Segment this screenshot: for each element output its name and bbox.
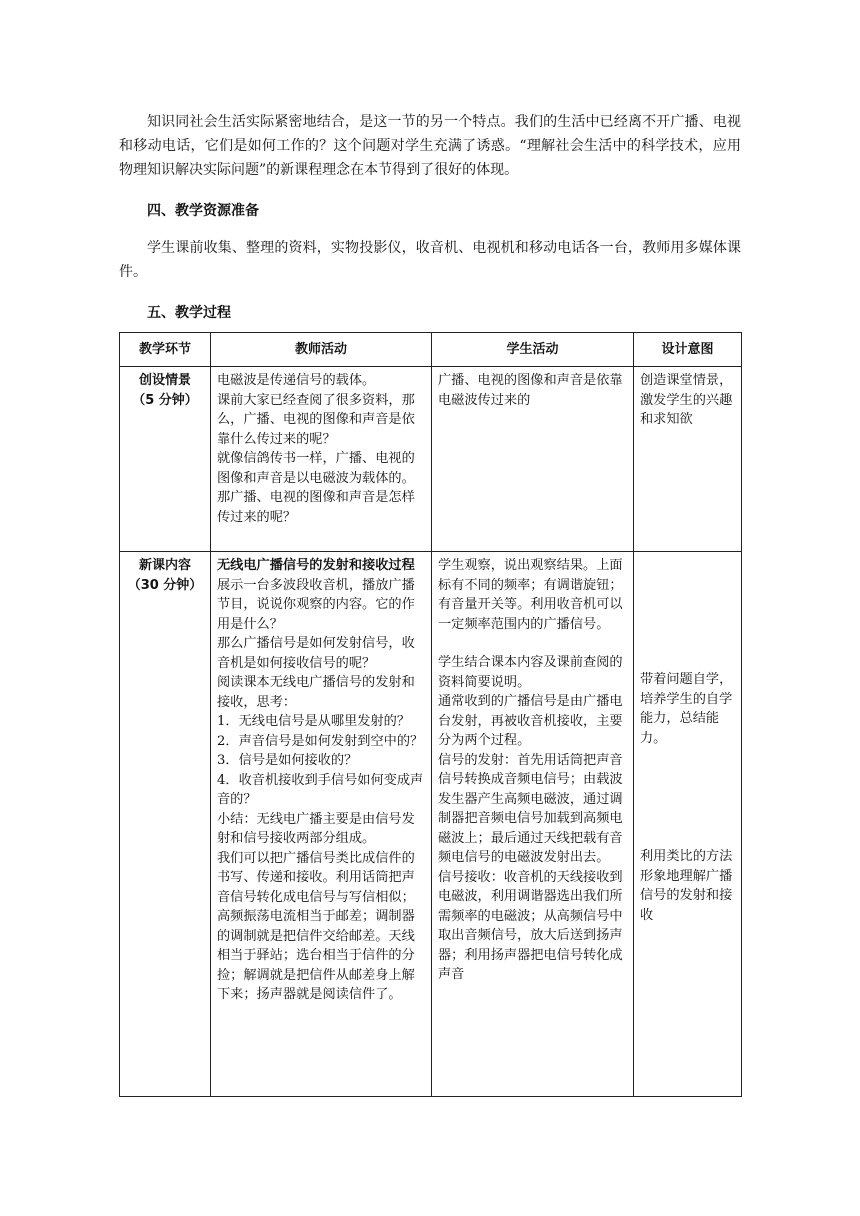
stage-cell xyxy=(120,367,211,552)
stage-time: （5 分钟） xyxy=(132,392,198,408)
header-student-activity: 学生活动 xyxy=(432,333,634,367)
stage-cell xyxy=(120,552,211,1097)
teacher-summary: 小结：无线电广播主要是由信号发射和信号接收两部分组成。 xyxy=(217,811,415,846)
teacher-text: 就像信鸽传书一样，广播、电视的图像和声音是以电磁波为载体的。 xyxy=(217,451,415,486)
teacher-text: 电磁波是传递信号的载体。 xyxy=(217,373,376,388)
resources-paragraph: 学生课前收集、整理的资料，实物投影仪，收音机、电视机和移动电话各一台，教师用多媒体课件。 xyxy=(119,240,741,280)
student-activity-cell xyxy=(432,552,634,1097)
stage-name: 创设情景 xyxy=(138,373,191,388)
intent-text: 带着问题自学，培养学生的自学能力，总结能力。 xyxy=(640,672,733,746)
stage-name: 新课内容 xyxy=(138,558,191,573)
section-heading-resources: 四、教学资源准备 xyxy=(147,203,259,219)
student-text: 学生结合课本内容及课前查阅的资料简要说明。 xyxy=(438,655,623,690)
design-intent-cell xyxy=(634,552,742,1097)
teacher-text: 那广播、电视的图像和声音是怎样传过来的呢？ xyxy=(217,490,415,525)
student-text: 信号接收：收音机的天线接收到电磁波，利用调谐器选出我们所需频率的电磁波；从高频信号中取出音频信号，放大后送到扬声器；利用扬声器把电信号转化成声音 xyxy=(438,869,623,982)
teacher-question: 1．无线电信号是从哪里发射的？ xyxy=(217,714,411,729)
student-text: 信号的发射：首先用话筒把声音信号转换成音频电信号；由载波发生器产生高频电磁波，通过调制器把音频电信号加载到高频电磁波上；最后通过天线把载有音频电信号的电磁波发射出去。 xyxy=(438,752,623,865)
student-text: 学生观察，说出观察结果。上面标有不同的频率；有调谐旋钮；有音量开关等。利用收音机可以一定频率范围内的广播信号。 xyxy=(438,558,623,632)
student-activity-cell xyxy=(432,367,634,552)
table-row xyxy=(120,552,742,1097)
student-text: 通常收到的广播信号是由广播电台发射，再被收音机接收，主要分为两个过程。 xyxy=(438,694,623,748)
intent-text: 创造课堂情景，激发学生的兴趣和求知欲 xyxy=(640,373,733,427)
table-header-row xyxy=(120,333,742,367)
teacher-activity-cell xyxy=(211,552,432,1097)
teacher-analogy: 我们可以把广播信号类比成信件的书写、传递和接收。利用话筒把声音信号转化成电信号与写信相似；高频振荡电流相当于邮差；调制器的调制就是把信件交给邮差。天线相当于驿站；选台相当于信件的分捡；解调就是把信件从邮差身上解下来；扬声器就是阅读信件了。 xyxy=(217,850,415,1002)
teaching-process-table xyxy=(119,332,742,1097)
teacher-question: 3．信号是如何接收的？ xyxy=(217,753,358,768)
spacer xyxy=(438,634,627,653)
intro-paragraph: 知识同社会生活实际紧密地结合，是这一节的另一个特点。我们的生活中已经离不开广播、电视和移动电话，它们是如何工作的？这个问题对学生充满了诱惑。“理解社会生活中的科学技术，应用物理知识解决实际问题”的新课程理念在本节得到了很好的体现。 xyxy=(119,114,741,178)
intent-text: 利用类比的方法形象地理解广播信号的发射和接收 xyxy=(640,849,733,923)
design-intent-cell xyxy=(634,367,742,552)
teacher-text: 那么广播信号是如何发射信号，收音机是如何接收信号的呢？ xyxy=(217,636,415,671)
header-stage: 教学环节 xyxy=(120,333,211,367)
teacher-text: 阅读课本无线电广播信号的发射和接收，思考： xyxy=(217,675,415,710)
teacher-text: 课前大家已经查阅了很多资料，那么，广播、电视的图像和声音是依靠什么传过来的呢？ xyxy=(217,392,415,447)
teacher-question: 4．收音机接收到手信号如何变成声音的？ xyxy=(217,772,424,807)
section-heading-process: 五、教学过程 xyxy=(147,305,231,321)
teacher-text: 展示一台多波段收音机，播放广播节目，说说你观察的内容。它的作用是什么？ xyxy=(217,577,415,632)
teacher-section-title: 无线电广播信号的发射和接收过程 xyxy=(217,558,415,573)
teacher-question: 2．声音信号是如何发射到空中的？ xyxy=(217,733,424,749)
table-row xyxy=(120,367,742,552)
header-teacher-activity: 教师活动 xyxy=(211,333,432,367)
stage-time: （30 分钟） xyxy=(127,577,203,593)
student-text: 广播、电视的图像和声音是依靠电磁波传过来的 xyxy=(438,373,623,408)
header-design-intent: 设计意图 xyxy=(634,333,742,367)
teacher-activity-cell xyxy=(211,367,432,552)
